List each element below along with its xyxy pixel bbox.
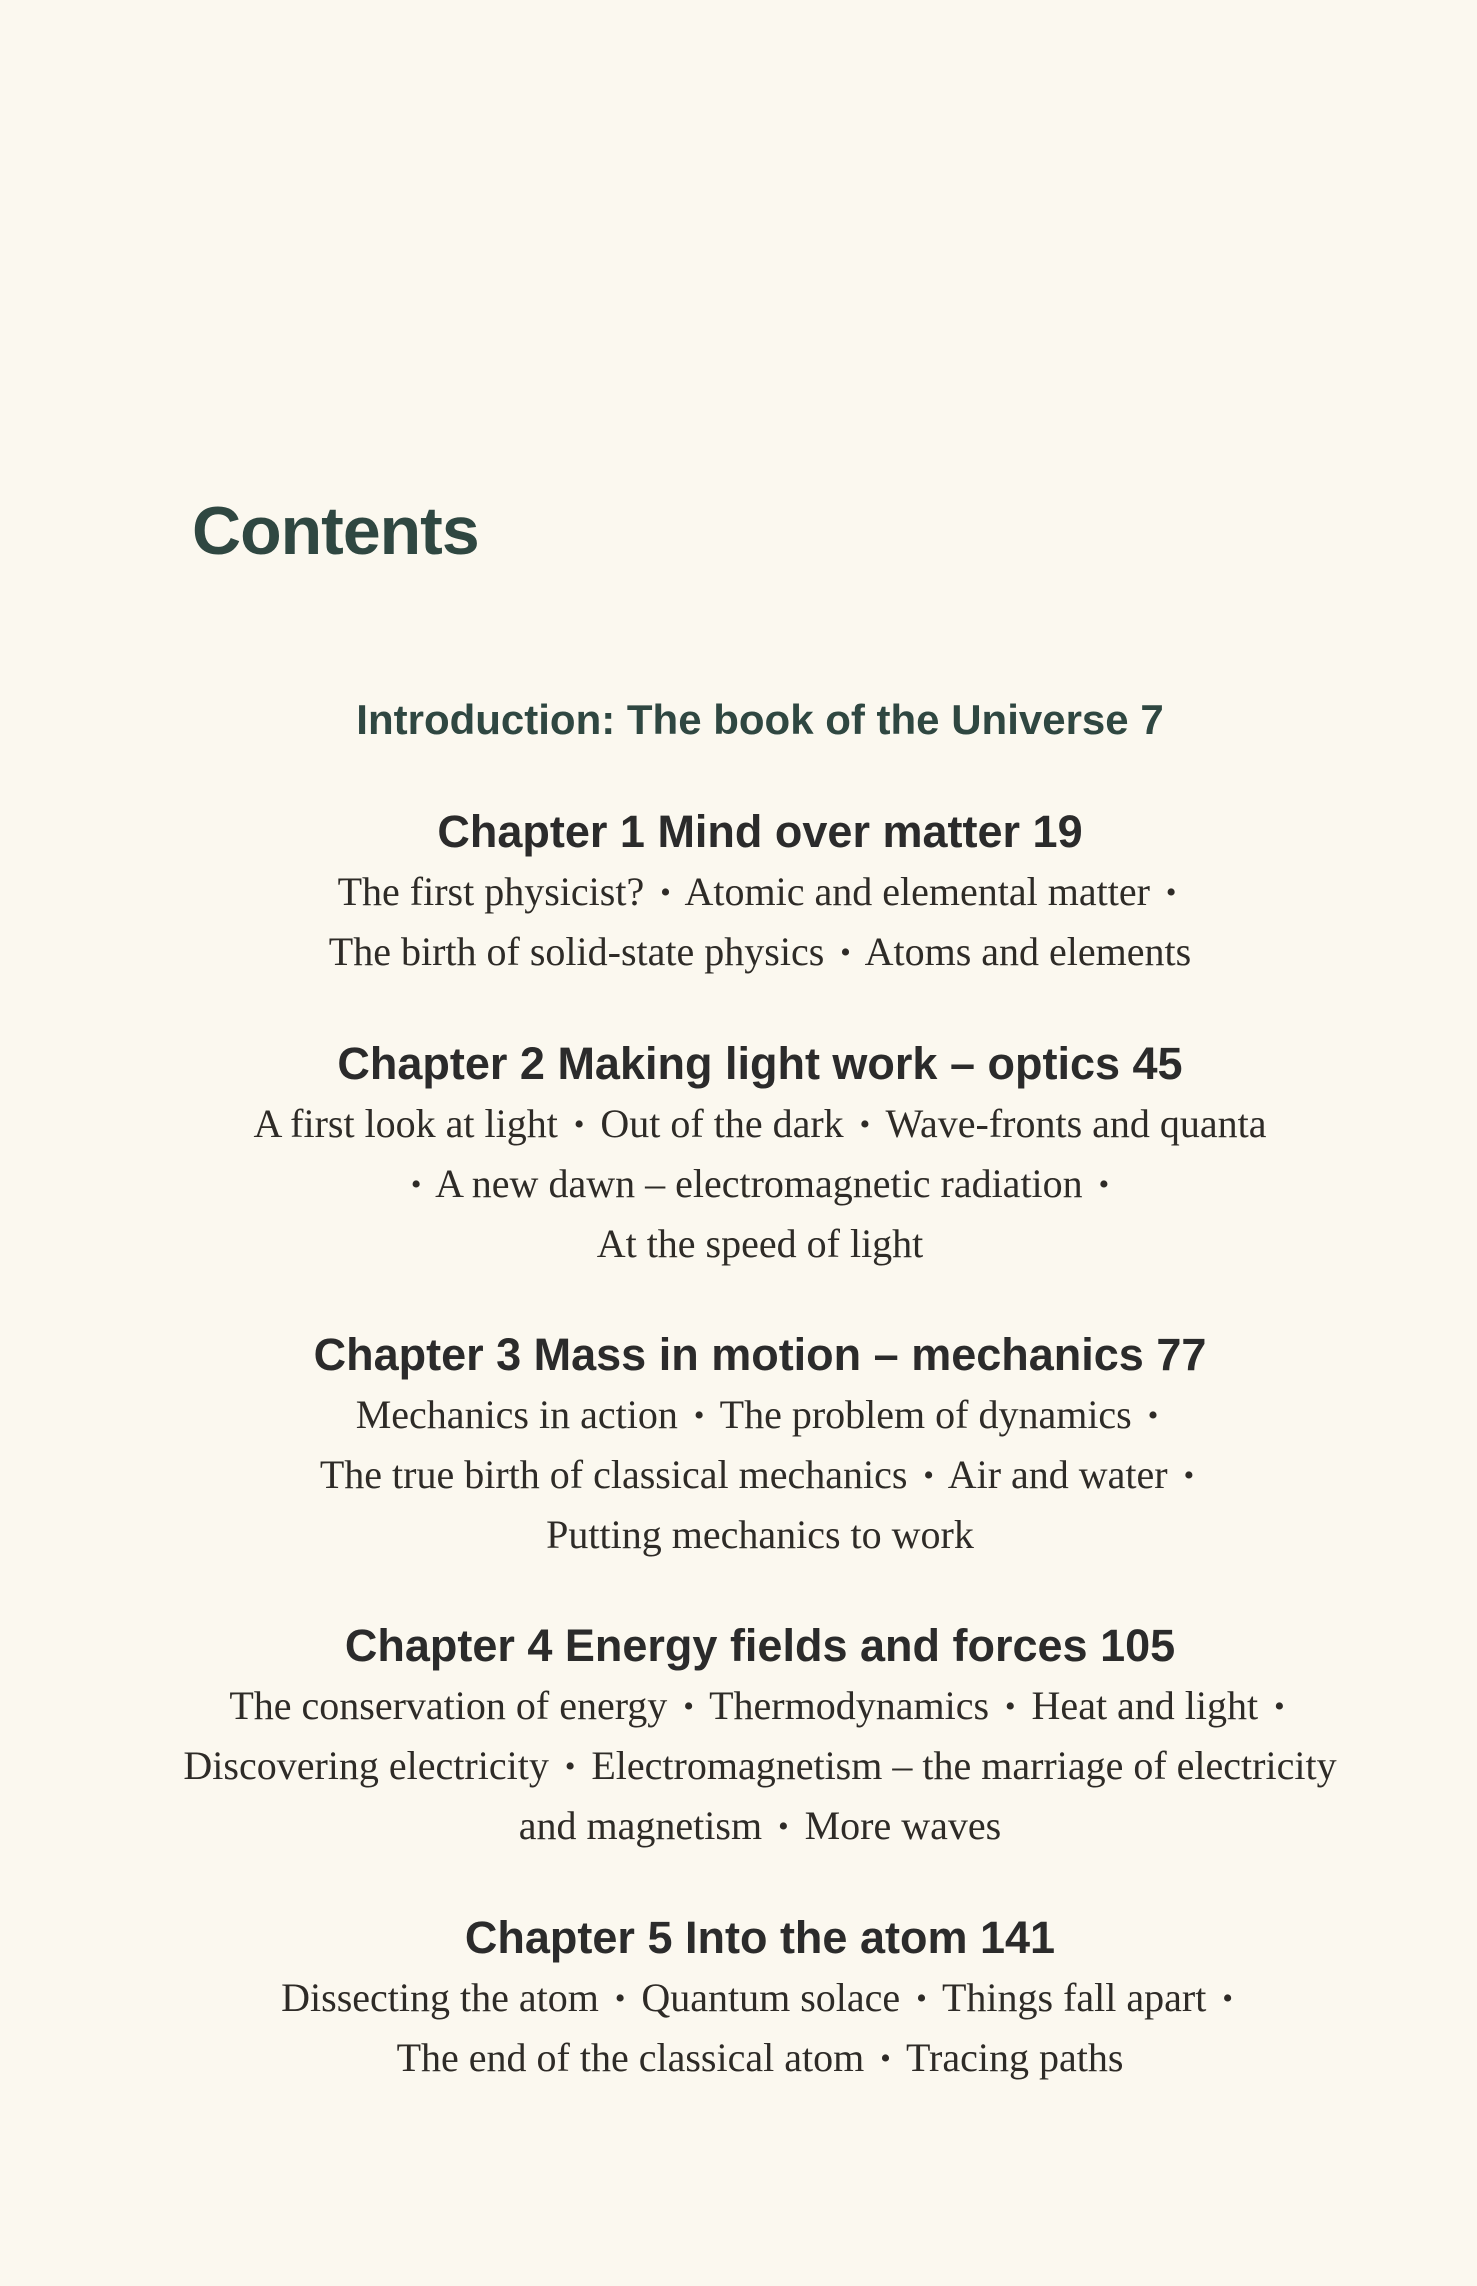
chapter-page-number: 141 [979,1912,1056,1963]
introduction-entry[interactable] [150,690,1370,750]
page-heading: Contents [192,493,479,569]
bullet-separator: • [778,1810,789,1843]
chapter-sections [215,1968,1305,2088]
section-item: Quantum solace [641,1975,901,2020]
section-item: The true birth of classical mechanics [319,1452,908,1497]
chapter-entry [150,1325,1370,1564]
section-item: Putting mechanics to work [546,1512,974,1557]
chapter-page-number: 19 [1032,806,1083,857]
section-item: The end of the classical atom [396,2035,865,2080]
bullet-separator: • [880,2042,891,2075]
bullet-separator: • [660,876,671,909]
chapter-sections [195,862,1325,982]
chapter-sections [165,1676,1355,1856]
chapter-title[interactable] [150,1034,1370,1094]
table-of-contents [150,690,1370,2088]
chapter-sections [240,1094,1280,1273]
bullet-separator: • [614,1982,626,2015]
section-item: At the speed of light [596,1221,924,1266]
bullet-separator: • [693,1399,705,1432]
bullet-separator: • [916,1982,927,2015]
chapter-entry [150,1616,1370,1856]
bullet-separator: • [564,1750,576,1783]
chapter-page-number: 77 [1156,1329,1207,1380]
chapter-title[interactable] [150,1616,1370,1676]
section-item: Dissecting the atom [281,1975,599,2020]
bullet-separator: • [859,1108,871,1141]
section-item: Things fall apart [941,1975,1207,2020]
chapter-entry [150,1908,1370,2088]
chapter-page-number: 105 [1100,1620,1176,1671]
section-item: The birth of solid-state physics [328,929,825,974]
section-item: The conservation of energy [229,1683,668,1728]
section-item: Electromagnetism – the marriage of electricity and magnetism [518,1743,1337,1848]
bullet-separator: • [1274,1690,1285,1723]
bullet-separator: • [1098,1168,1110,1201]
section-item: The first physicist? [337,869,645,914]
chapter-title[interactable] [150,802,1370,862]
bullet-separator: • [840,936,851,969]
bullet-separator: • [1005,1690,1016,1723]
section-item: Wave-fronts and quanta [885,1101,1267,1146]
bullet-separator: • [923,1459,934,1492]
section-item: More waves [804,1803,1002,1848]
bullet-separator: • [1165,876,1177,909]
section-item: Atomic and elemental matter [684,869,1150,914]
chapter-title-text: Chapter 2 Making light work – optics [337,1038,1121,1089]
chapter-title-text: Chapter 1 Mind over matter [437,806,1021,857]
bullet-separator: • [683,1690,694,1723]
chapter-title[interactable] [150,1908,1370,1968]
chapter-page-number: 45 [1132,1038,1183,1089]
chapter-title-text: Chapter 5 Into the atom [464,1912,968,1963]
chapter-sections [260,1385,1260,1564]
section-item: Atoms and elements [864,929,1192,974]
section-item: Air and water [947,1452,1168,1497]
chapter-title-text: Chapter 3 Mass in motion – mechanics [313,1329,1144,1380]
chapter-title-text: Chapter 4 Energy fields and forces [344,1620,1088,1671]
section-item: Tracing paths [906,2035,1124,2080]
bullet-separator: • [410,1168,422,1201]
introduction-page-number: 7 [1140,696,1164,743]
chapter-title[interactable] [150,1325,1370,1385]
bullet-separator: • [1222,1982,1233,2015]
chapter-entry [150,802,1370,982]
section-item: Out of the dark [600,1101,844,1146]
section-item: Thermodynamics [709,1683,990,1728]
bullet-separator: • [573,1108,585,1141]
section-item: The problem of dynamics [719,1392,1132,1437]
section-item: Mechanics in action [355,1392,678,1437]
section-item: Heat and light [1031,1683,1259,1728]
bullet-separator: • [1147,1399,1159,1432]
introduction-title: Introduction: The book of the Universe [356,696,1129,743]
section-item: A first look at light [253,1101,558,1146]
section-item: A new dawn – electromagnetic radiation [435,1161,1083,1206]
bullet-separator: • [1183,1459,1195,1492]
chapter-entry [150,1034,1370,1273]
section-item: Discovering electricity [183,1743,549,1788]
